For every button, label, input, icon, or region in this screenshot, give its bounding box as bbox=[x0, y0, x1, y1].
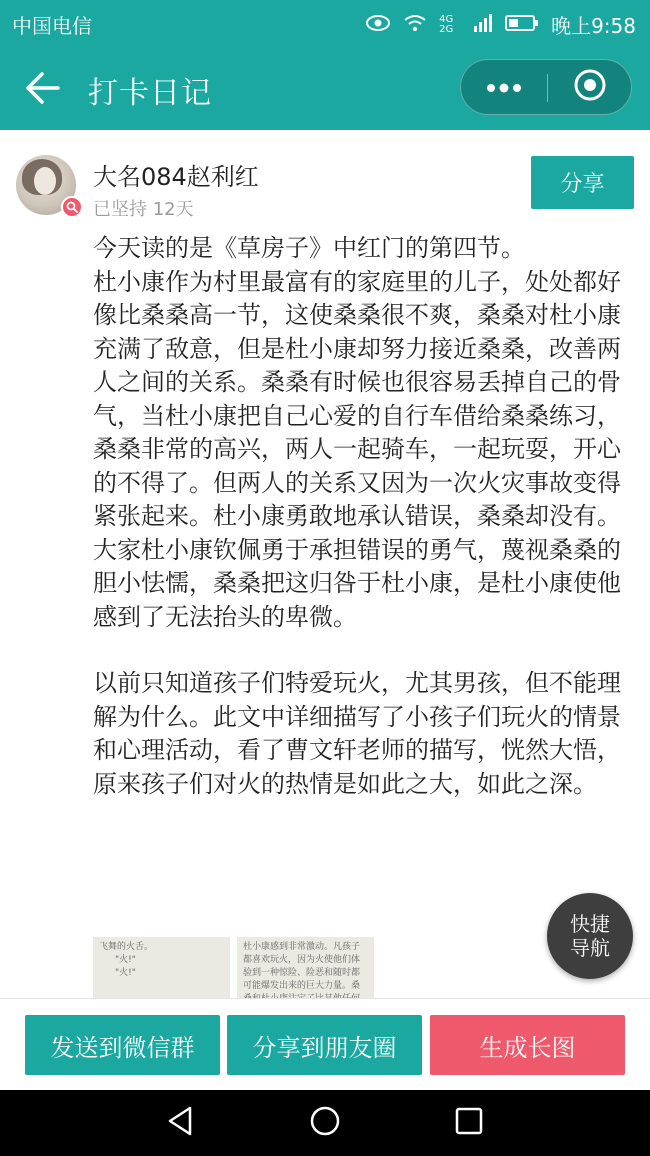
app-bar bbox=[0, 44, 650, 130]
thumbnail-image-2[interactable] bbox=[237, 937, 374, 999]
thumbnail-image-1[interactable] bbox=[93, 937, 230, 999]
diary-paragraph-1: 今天读的是《草房子》中红门的第四节。 杜小康作为村里最富有的家庭里的儿子，处处都好像比桑桑高一节，这使桑桑很不爽，桑桑对杜小康充满了敌意，但是杜小康却努力接近桑桑，改善两人之间的关系。桑桑有时候也很容易丢掉自己的骨气，当杜小康把自己心爱的自行车借给桑桑练习，桑桑非常的高兴，两人一起骑车，一起玩耍，开心的不得了。但两人的关系又因为一次火灾事故变得紧张起来。杜小康勇敢地承认错误，桑桑却没有。大家杜小康钦佩勇于承担错误的勇气，蔑视桑桑的胆小怯懦，桑桑把这归咎于杜小康，是杜小康使他感到了无法抬头的卑微。 bbox=[93, 234, 621, 631]
eye-icon bbox=[365, 13, 391, 37]
triangle-back-icon bbox=[165, 1105, 195, 1141]
page-title: 打卡日记 bbox=[88, 76, 212, 111]
persist-days: 已坚持 12天 bbox=[93, 199, 194, 220]
quick-nav-line-1: 快捷 bbox=[570, 912, 610, 936]
thumbnail-1-line-2: "火!" bbox=[115, 955, 136, 965]
username[interactable]: 大名084赵利红 bbox=[93, 163, 259, 191]
quick-nav-line-2: 导航 bbox=[570, 936, 610, 960]
wifi-icon bbox=[403, 13, 427, 37]
search-badge-icon bbox=[61, 196, 83, 218]
mini-program-capsule bbox=[460, 59, 632, 115]
network-type-label: 4G 2G bbox=[439, 13, 454, 35]
nav-back-button[interactable] bbox=[160, 1105, 200, 1141]
circle-home-icon bbox=[309, 1105, 341, 1141]
close-mini-program-button[interactable] bbox=[548, 60, 632, 114]
system-nav-bar bbox=[0, 1090, 650, 1156]
square-recent-icon bbox=[454, 1106, 484, 1140]
battery-icon bbox=[505, 13, 539, 37]
thumbnail-1-line-1: 飞舞的火舌。 bbox=[99, 942, 154, 952]
signal-icon bbox=[473, 13, 493, 37]
thumbnail-1-line-3: "火!" bbox=[115, 968, 136, 978]
nav-recent-button[interactable] bbox=[449, 1105, 489, 1141]
bottom-action-bar bbox=[0, 998, 650, 1091]
image-thumbnails bbox=[93, 937, 383, 999]
quick-nav-button[interactable] bbox=[547, 893, 633, 979]
status-icons bbox=[365, 10, 636, 39]
thumbnail-2-text: 杜小康感到非常激动。凡孩子都喜欢玩火，因为火使他们体验到一种惊险、险恶和随时都可能爆发出来的巨大力量。桑 bbox=[243, 942, 361, 991]
more-dots-icon bbox=[486, 78, 522, 97]
diary-paragraph-2: 以前只知道孩子们特爱玩火，尤其男孩，但不能理解为什么。此文中详细描写了小孩子们玩火的情景和心理活动，看了曹文轩老师的描写，恍然大悟，原来孩子们对火的热情是如此之大，如此之深。 bbox=[93, 669, 621, 798]
send-to-wechat-group-button[interactable]: 发送到微信群 bbox=[25, 1015, 220, 1075]
generate-long-image-button[interactable]: 生成长图 bbox=[430, 1015, 625, 1075]
target-circle-icon bbox=[573, 68, 607, 106]
back-arrow-icon bbox=[22, 93, 62, 112]
status-bar bbox=[0, 0, 650, 44]
avatar-face bbox=[34, 167, 56, 195]
carrier-label: 中国电信 bbox=[12, 14, 92, 38]
diary-content bbox=[93, 232, 633, 801]
nav-home-button[interactable] bbox=[305, 1105, 345, 1141]
share-to-moments-button[interactable]: 分享到朋友圈 bbox=[227, 1015, 422, 1075]
back-button[interactable] bbox=[22, 68, 66, 108]
share-button[interactable]: 分享 bbox=[531, 156, 634, 209]
time-label: 晚上9:58 bbox=[551, 14, 636, 38]
more-button[interactable] bbox=[461, 60, 547, 114]
